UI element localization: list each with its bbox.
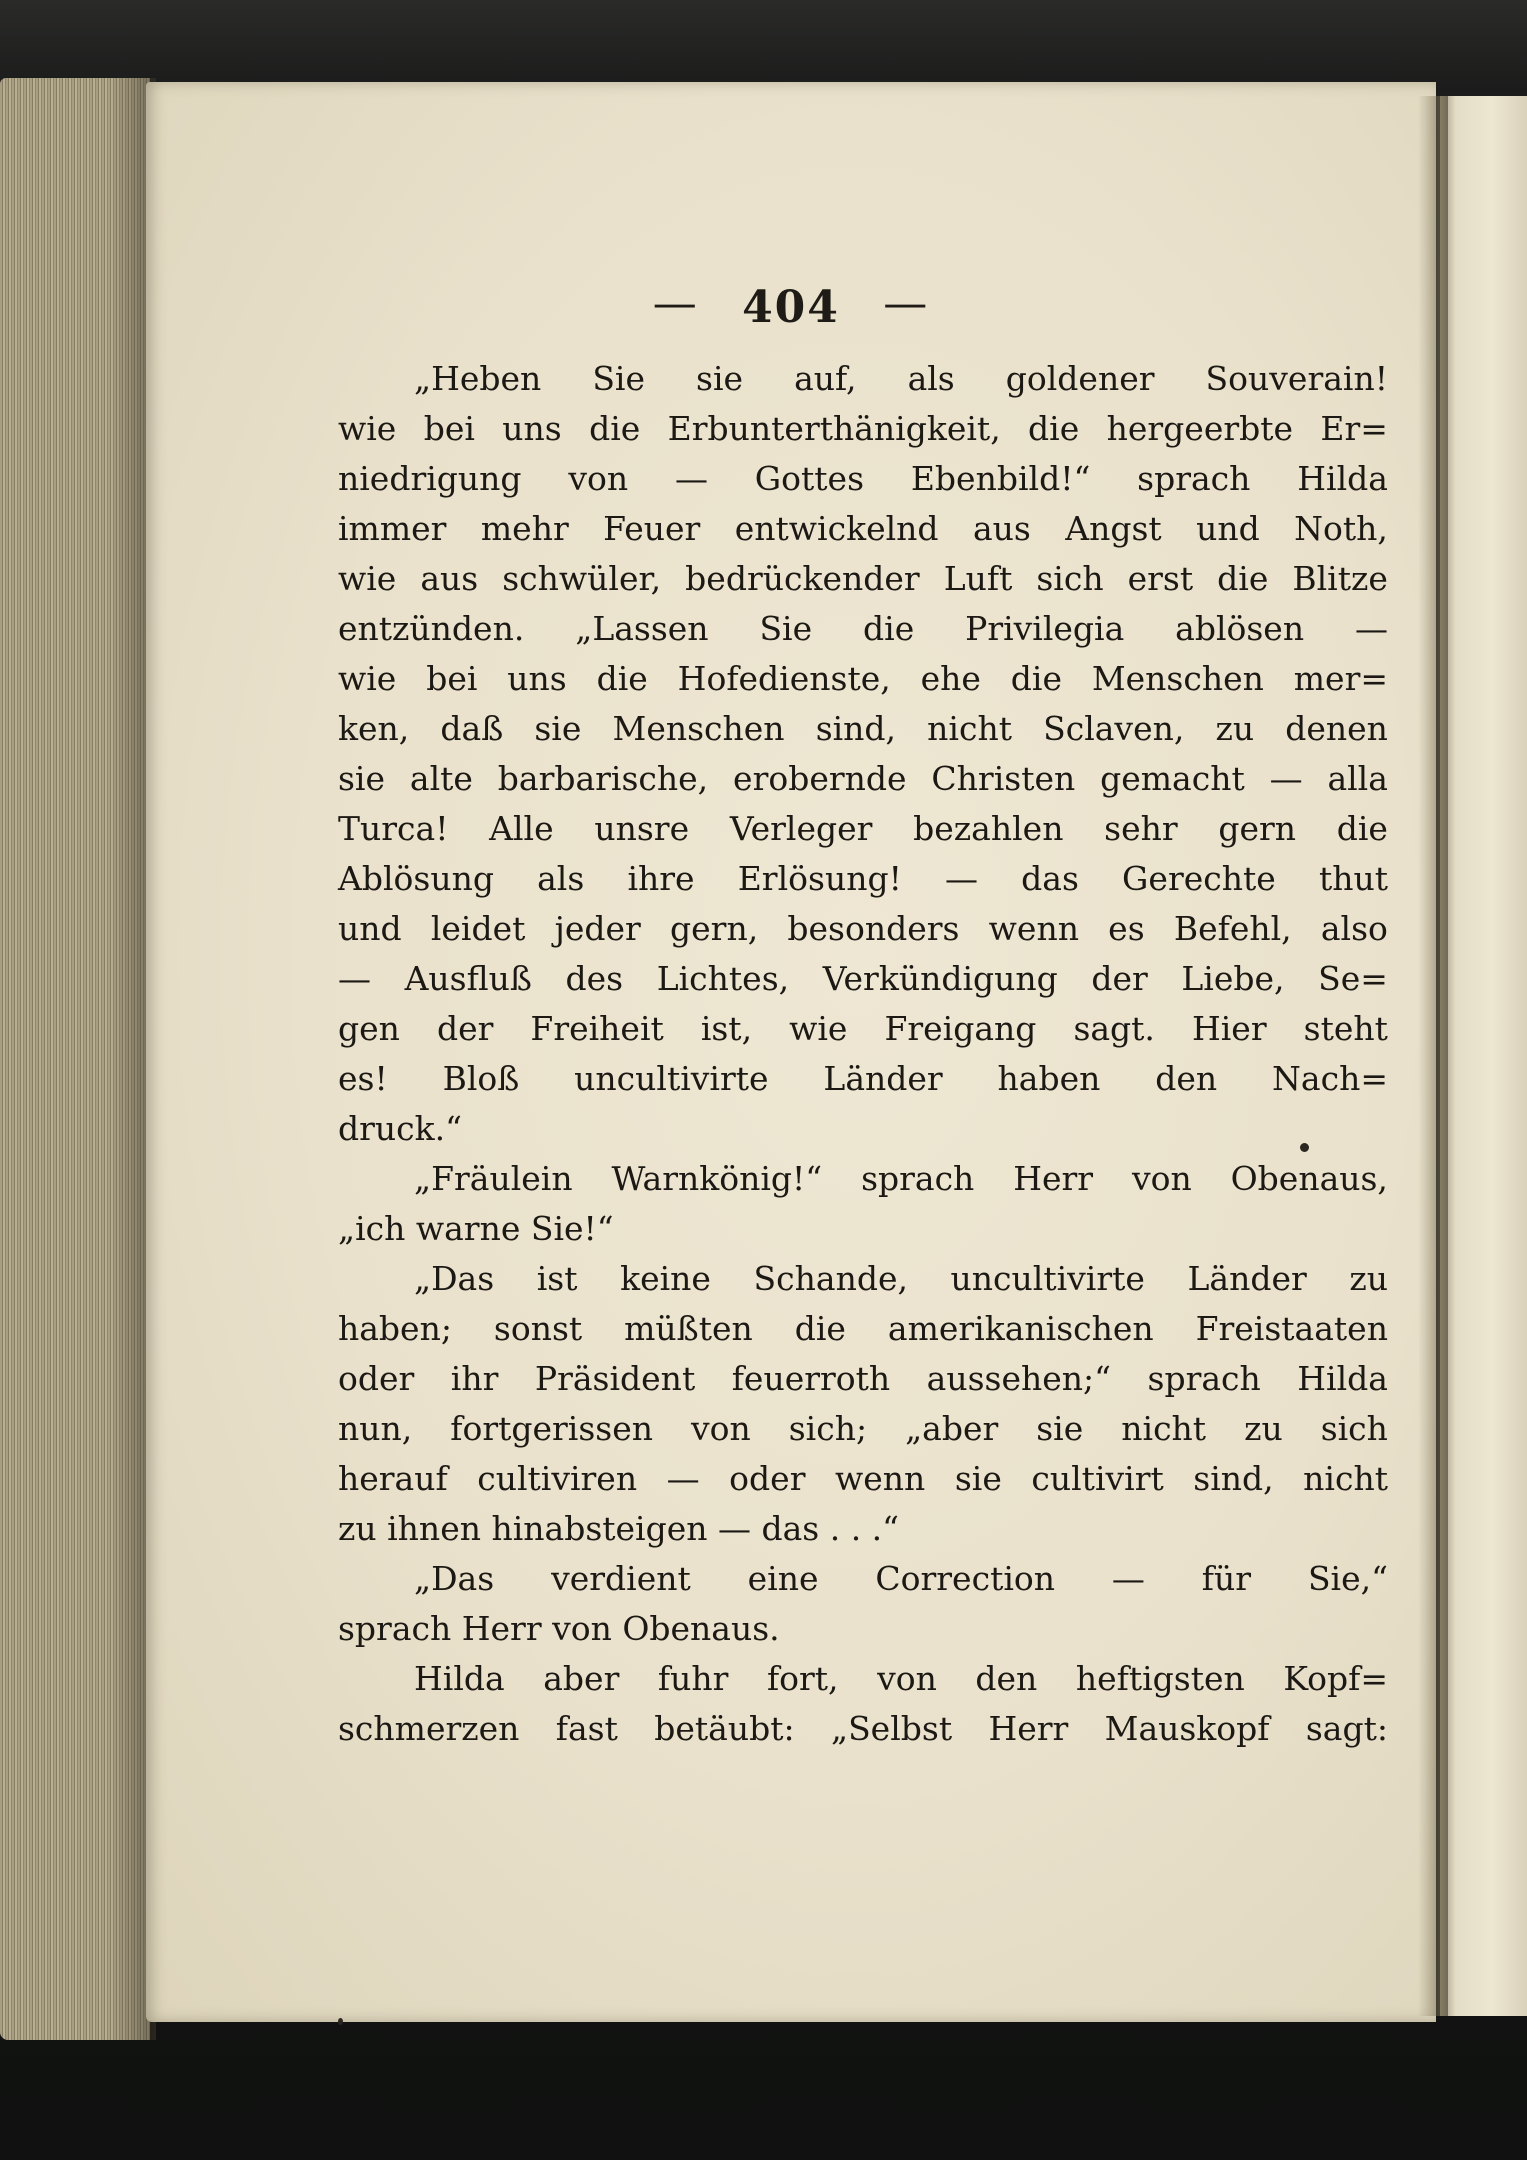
text-word: — bbox=[1269, 759, 1303, 798]
text-word: ehe bbox=[920, 659, 981, 698]
text-word: „Lassen bbox=[575, 609, 709, 648]
text-word: ken, bbox=[338, 709, 410, 748]
text-word: Sie bbox=[759, 609, 813, 648]
text-word: Gottes bbox=[754, 459, 865, 498]
text-word: Correction bbox=[875, 1559, 1056, 1598]
text-word: die bbox=[794, 1309, 846, 1348]
text-word: Ebenbild!“ bbox=[910, 459, 1091, 498]
text-line bbox=[338, 804, 1388, 854]
text-word: Hilda bbox=[1297, 459, 1388, 498]
text-word: Präsident bbox=[534, 1359, 696, 1398]
text-word: cultiviren bbox=[477, 1459, 638, 1498]
page-header bbox=[146, 278, 1436, 333]
text-word: Menschen bbox=[1091, 659, 1264, 698]
text-word: die bbox=[596, 659, 648, 698]
text-word: alla bbox=[1327, 759, 1388, 798]
text-word: gemacht bbox=[1100, 759, 1245, 798]
body-text bbox=[338, 354, 1388, 1754]
text-word: bei bbox=[423, 409, 475, 448]
text-word: „Das bbox=[414, 1559, 495, 1598]
text-word: „Heben bbox=[414, 359, 542, 398]
text-line bbox=[338, 1654, 1388, 1704]
text-word: uncultivirte bbox=[574, 1059, 769, 1098]
text-line bbox=[338, 854, 1388, 904]
book-gutter bbox=[1418, 96, 1448, 2016]
text-word: nicht bbox=[1121, 1409, 1207, 1448]
text-word: uns bbox=[502, 409, 562, 448]
text-line bbox=[338, 354, 1388, 404]
text-word: gen bbox=[338, 1009, 400, 1048]
text-word: „Fräulein bbox=[414, 1159, 573, 1198]
text-line bbox=[338, 1704, 1388, 1754]
text-word: es bbox=[1108, 909, 1145, 948]
text-word: von bbox=[690, 1409, 751, 1448]
text-line bbox=[338, 954, 1388, 1004]
text-word: Se= bbox=[1318, 959, 1388, 998]
text-word: — bbox=[1354, 609, 1388, 648]
text-word: aus bbox=[420, 559, 479, 598]
text-word: mer= bbox=[1293, 659, 1388, 698]
text-word: hergeerbte bbox=[1106, 409, 1294, 448]
text-word: Freiheit bbox=[530, 1009, 664, 1048]
text-word: sie bbox=[696, 359, 744, 398]
text-word: sprach bbox=[1137, 459, 1251, 498]
text-word: wie bbox=[338, 559, 397, 598]
text-word: sich; bbox=[788, 1409, 868, 1448]
text-line bbox=[338, 454, 1388, 504]
book-page bbox=[146, 82, 1436, 2022]
text-word: oder bbox=[338, 1359, 415, 1398]
backdrop-edge bbox=[0, 0, 1527, 92]
text-word: also bbox=[1320, 909, 1388, 948]
text-word: amerikanischen bbox=[887, 1309, 1154, 1348]
text-word: wenn bbox=[988, 909, 1079, 948]
text-word: jeder bbox=[554, 909, 641, 948]
text-word: erobernde bbox=[733, 759, 907, 798]
text-word: cultivirt bbox=[1031, 1459, 1164, 1498]
text-word: der bbox=[436, 1009, 494, 1048]
text-line: „ich warne Sie!“ bbox=[338, 1209, 614, 1248]
text-word: Obenaus, bbox=[1230, 1159, 1388, 1198]
text-line bbox=[338, 754, 1388, 804]
text-word: Hofedienste, bbox=[677, 659, 891, 698]
text-line: zu ihnen hinabsteigen — das . . .“ bbox=[338, 1509, 900, 1548]
text-word: Turca! bbox=[338, 809, 449, 848]
text-word: Sie bbox=[592, 359, 646, 398]
text-word: sich bbox=[1036, 559, 1104, 598]
text-word: Herr bbox=[988, 1709, 1069, 1748]
text-word: Ablösung bbox=[338, 859, 494, 898]
text-word: — bbox=[1111, 1559, 1145, 1598]
text-line bbox=[338, 1054, 1388, 1104]
header-dash-right: — bbox=[883, 278, 930, 329]
text-word: die bbox=[1028, 409, 1080, 448]
text-word: Luft bbox=[943, 559, 1013, 598]
text-word: sie bbox=[338, 759, 386, 798]
text-word: thut bbox=[1318, 859, 1388, 898]
text-word: sich bbox=[1320, 1409, 1388, 1448]
text-line bbox=[338, 1354, 1388, 1404]
header-dash-left: — bbox=[652, 278, 699, 329]
text-word: wenn bbox=[835, 1459, 926, 1498]
text-word: Freistaaten bbox=[1195, 1309, 1388, 1348]
text-word: von bbox=[877, 1659, 937, 1698]
text-word: Bloß bbox=[442, 1059, 520, 1098]
text-word: des bbox=[565, 959, 624, 998]
text-word: mehr bbox=[480, 509, 569, 548]
text-word: sonst bbox=[493, 1309, 583, 1348]
text-word: nicht bbox=[1303, 1459, 1388, 1498]
text-word: Kopf= bbox=[1283, 1659, 1388, 1698]
text-word: die bbox=[863, 609, 915, 648]
text-word: für bbox=[1201, 1559, 1252, 1598]
text-word: und bbox=[338, 909, 402, 948]
text-word: goldener bbox=[1005, 359, 1155, 398]
text-word: Mauskopf bbox=[1104, 1709, 1270, 1748]
text-word: Hier bbox=[1191, 1009, 1267, 1048]
text-word: aussehen;“ bbox=[926, 1359, 1112, 1398]
text-word: steht bbox=[1303, 1009, 1388, 1048]
text-line bbox=[338, 1454, 1388, 1504]
text-word: — bbox=[945, 859, 978, 898]
text-word: Angst bbox=[1065, 509, 1162, 548]
text-line bbox=[338, 554, 1388, 604]
text-word: als bbox=[907, 359, 955, 398]
text-line bbox=[338, 704, 1388, 754]
text-word: wie bbox=[789, 1009, 848, 1048]
text-word: Blitze bbox=[1292, 559, 1388, 598]
text-word: immer bbox=[338, 509, 447, 548]
text-word: Verkündigung bbox=[822, 959, 1058, 998]
text-word: unsre bbox=[594, 809, 690, 848]
text-word: Menschen bbox=[612, 709, 785, 748]
text-word: besonders bbox=[787, 909, 960, 948]
text-word: nicht bbox=[927, 709, 1012, 748]
text-word: daß bbox=[440, 709, 504, 748]
text-word: erst bbox=[1127, 559, 1194, 598]
text-word: sprach bbox=[861, 1159, 975, 1198]
text-word: Befehl, bbox=[1173, 909, 1292, 948]
text-word: sind, bbox=[815, 709, 897, 748]
text-line bbox=[338, 1554, 1388, 1604]
text-word: Hilda bbox=[414, 1659, 505, 1698]
text-word: fuhr bbox=[657, 1659, 729, 1698]
text-word: fortgerissen bbox=[450, 1409, 653, 1448]
text-line bbox=[338, 604, 1388, 654]
text-word: Schande, bbox=[753, 1259, 908, 1298]
text-word: ihr bbox=[450, 1359, 499, 1398]
text-word: Länder bbox=[823, 1059, 943, 1098]
text-word: Noth, bbox=[1294, 509, 1388, 548]
text-word: betäubt: bbox=[654, 1709, 795, 1748]
text-word: „Das bbox=[414, 1259, 495, 1298]
text-word: verdient bbox=[551, 1559, 691, 1598]
text-word: zu bbox=[1349, 1259, 1388, 1298]
text-word: wie bbox=[338, 659, 397, 698]
text-word: fort, bbox=[766, 1659, 839, 1698]
text-word: die bbox=[1217, 559, 1269, 598]
text-word: Christen bbox=[931, 759, 1076, 798]
text-word: die bbox=[589, 409, 641, 448]
text-word: Erbunterthänigkeit, bbox=[667, 409, 1001, 448]
text-word: Hilda bbox=[1297, 1359, 1388, 1398]
text-word: ablösen bbox=[1175, 609, 1305, 648]
text-word: wie bbox=[338, 409, 397, 448]
text-word: bedrückender bbox=[685, 559, 920, 598]
text-line: sprach Herr von Obenaus. bbox=[338, 1609, 780, 1648]
text-word: den bbox=[975, 1659, 1038, 1698]
text-word: Länder bbox=[1187, 1259, 1307, 1298]
text-word: Herr bbox=[1013, 1159, 1094, 1198]
text-word: oder bbox=[729, 1459, 806, 1498]
text-word: schwüler, bbox=[502, 559, 662, 598]
text-word: Gerechte bbox=[1122, 859, 1276, 898]
text-word: ist, bbox=[700, 1009, 753, 1048]
text-word: „Selbst bbox=[830, 1709, 953, 1748]
text-word: als bbox=[537, 859, 585, 898]
text-word: auf, bbox=[794, 359, 857, 398]
text-word: zu bbox=[1215, 709, 1255, 748]
text-word: — bbox=[674, 459, 708, 498]
text-word: uncultivirte bbox=[950, 1259, 1145, 1298]
text-word: denen bbox=[1285, 709, 1388, 748]
text-word: gern bbox=[1218, 809, 1297, 848]
text-word: entzünden. bbox=[338, 609, 525, 648]
text-word: — bbox=[666, 1459, 700, 1498]
text-word: fast bbox=[555, 1709, 618, 1748]
text-word: die bbox=[1336, 809, 1388, 848]
text-line bbox=[338, 404, 1388, 454]
text-line bbox=[338, 1004, 1388, 1054]
text-word: alte bbox=[409, 759, 473, 798]
text-word: leidet bbox=[430, 909, 526, 948]
text-word: Souverain! bbox=[1205, 359, 1388, 398]
text-line bbox=[338, 1154, 1388, 1204]
text-word: das bbox=[1021, 859, 1079, 898]
text-word: uns bbox=[507, 659, 567, 698]
text-line bbox=[338, 904, 1388, 954]
text-word: Liebe, bbox=[1181, 959, 1285, 998]
text-line bbox=[338, 1254, 1388, 1304]
text-word: schmerzen bbox=[338, 1709, 520, 1748]
text-word: Er= bbox=[1320, 409, 1388, 448]
text-word: heftigsten bbox=[1075, 1659, 1245, 1698]
text-word: sprach bbox=[1147, 1359, 1261, 1398]
text-line bbox=[338, 1304, 1388, 1354]
text-word: bezahlen bbox=[913, 809, 1064, 848]
text-line bbox=[338, 504, 1388, 554]
text-word: Freigang bbox=[884, 1009, 1037, 1048]
text-word: feuerroth bbox=[731, 1359, 891, 1398]
text-word: von bbox=[568, 459, 629, 498]
text-word: Lichtes, bbox=[656, 959, 790, 998]
page-speck bbox=[338, 2018, 343, 2025]
text-word: sagt. bbox=[1073, 1009, 1155, 1048]
text-word: bei bbox=[426, 659, 478, 698]
text-word: Erlösung! bbox=[737, 859, 902, 898]
text-line: druck.“ bbox=[338, 1109, 462, 1148]
page-number: 404 bbox=[742, 282, 840, 333]
page-speck bbox=[1300, 1143, 1309, 1152]
text-word: die bbox=[1010, 659, 1062, 698]
text-word: gern, bbox=[670, 909, 759, 948]
text-word: haben bbox=[997, 1059, 1101, 1098]
text-word: müßten bbox=[624, 1309, 753, 1348]
text-word: Ausfluß bbox=[404, 959, 532, 998]
text-word: „aber bbox=[905, 1409, 999, 1448]
text-word: — bbox=[338, 959, 371, 998]
text-word: von bbox=[1131, 1159, 1192, 1198]
facing-page-edge bbox=[1440, 96, 1527, 2016]
text-line bbox=[338, 654, 1388, 704]
text-word: zu bbox=[1244, 1409, 1283, 1448]
text-word: Sclaven, bbox=[1043, 709, 1185, 748]
text-word: der bbox=[1091, 959, 1148, 998]
text-word: sie bbox=[954, 1459, 1002, 1498]
text-word: sie bbox=[1036, 1409, 1084, 1448]
text-word: Nach= bbox=[1272, 1059, 1388, 1098]
text-word: und bbox=[1196, 509, 1260, 548]
text-word: keine bbox=[620, 1259, 711, 1298]
text-word: Feuer bbox=[603, 509, 701, 548]
text-word: barbarische, bbox=[497, 759, 709, 798]
text-word: sind, bbox=[1193, 1459, 1274, 1498]
text-word: Verleger bbox=[729, 809, 873, 848]
text-word: eine bbox=[747, 1559, 819, 1598]
text-word: nun, bbox=[338, 1409, 413, 1448]
text-word: sagt: bbox=[1305, 1709, 1388, 1748]
text-word: haben; bbox=[338, 1309, 452, 1348]
text-word: aber bbox=[543, 1659, 620, 1698]
text-word: herauf bbox=[338, 1459, 448, 1498]
text-word: ihre bbox=[627, 859, 695, 898]
text-word: ist bbox=[536, 1259, 578, 1298]
text-word: Alle bbox=[489, 809, 554, 848]
text-word: Privilegia bbox=[965, 609, 1125, 648]
text-word: sie bbox=[534, 709, 582, 748]
text-word: entwickelnd bbox=[734, 509, 939, 548]
text-word: sehr bbox=[1104, 809, 1178, 848]
text-word: Sie,“ bbox=[1307, 1559, 1388, 1598]
text-word: niedrigung bbox=[338, 459, 522, 498]
text-word: den bbox=[1155, 1059, 1218, 1098]
text-word: Warnkönig!“ bbox=[611, 1159, 823, 1198]
text-word: es! bbox=[338, 1059, 388, 1098]
text-line bbox=[338, 1404, 1388, 1454]
text-word: aus bbox=[972, 509, 1031, 548]
